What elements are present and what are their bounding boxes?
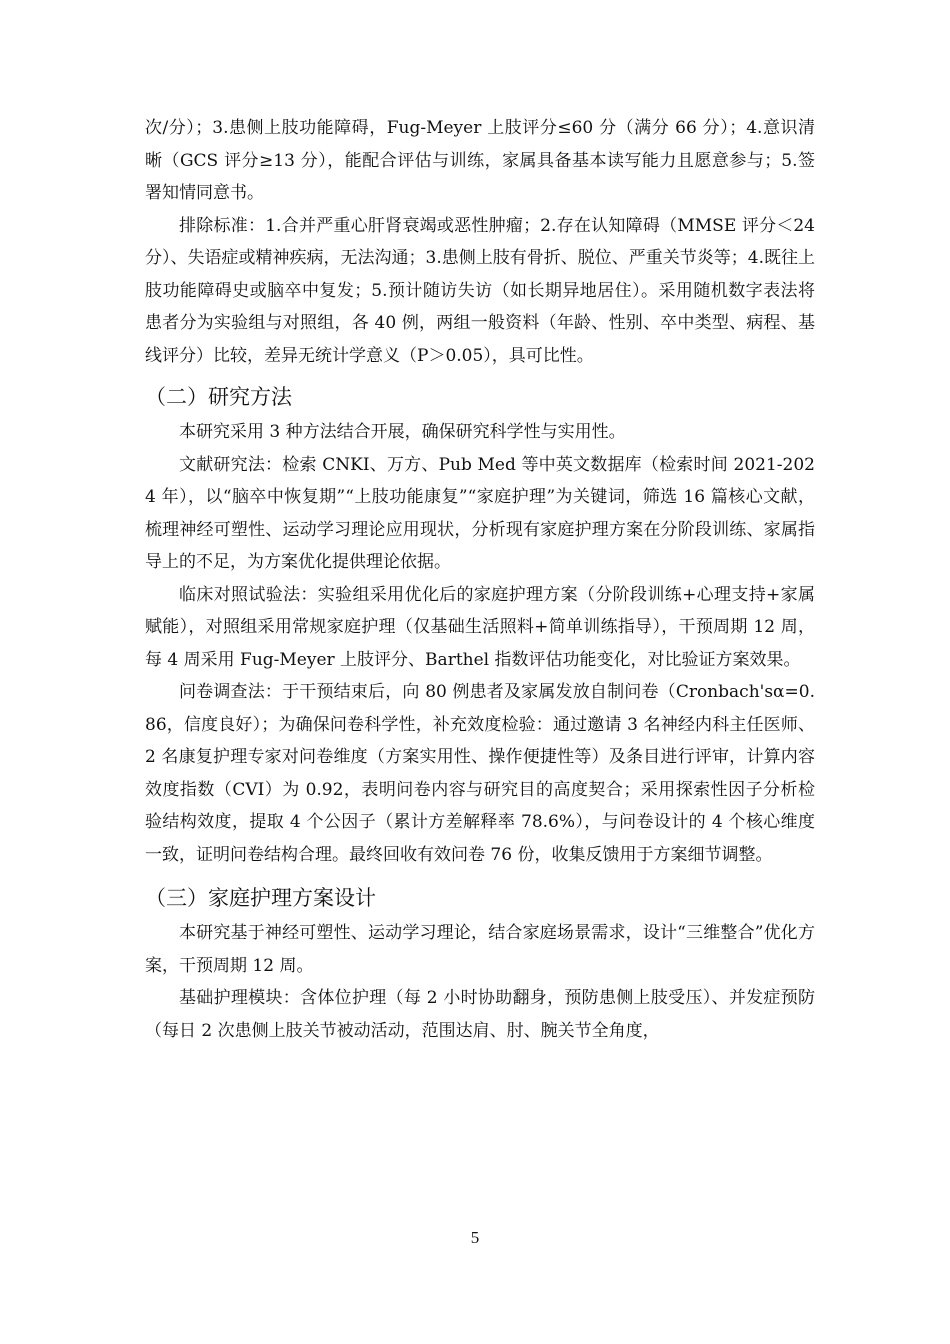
section-heading-research-methods: （二）研究方法: [145, 385, 292, 409]
paragraph-methods-intro: 本研究采用 3 种方法结合开展，确保研究科学性与实用性。: [179, 422, 626, 442]
paragraph-basic-care-module: 基础护理模块：含体位护理（每 2 小时协助翻身，预防患侧上肢受压）、并发症预防（每日 2 次患侧上肢关节被动活动，范围达肩、肘、腕关节全角度，: [145, 988, 815, 1041]
paragraph-inclusion-criteria: 次/分）；3.患侧上肢功能障碍，Fug-Meyer 上肢评分≤60 分（满分 66 分）；4.意识清晰（GCS 评分≥13 分），能配合评估与训练，家属具备基本读写能力且愿意参与；5.签署知情同意书。: [145, 118, 815, 203]
paragraph-exclusion-criteria: 排除标准：1.合并严重心肝肾衰竭或恶性肿瘤；2.存在认知障碍（MMSE 评分＜24 分）、失语症或精神疾病，无法沟通；3.患侧上肢有骨折、脱位、严重关节炎等；4.既往上肢功能障碍史或脑卒中复发；5.预计随访失访（如长期异地居住）。采用随机数字表法将患者分为实验组与对照组，各 40 例，两组一般资料（年龄、性别、卒中类型、病程、基线评分）比较，差异无统计学意义（P＞0.05），具可比性。: [145, 215, 815, 366]
paragraph-literature-research: 文献研究法：检索 CNKI、万方、Pub Med 等中英文数据库（检索时间 2021-2024 年），以“脑卒中恢复期”“上肢功能康复”“家庭护理”为关键词，筛选 16 篇核心文献，梳理神经可塑性、运动学习理论应用现状，分析现有家庭护理方案在分阶段训练、家属指导上的不足，为方案优化提供理论依据。: [145, 454, 815, 572]
paragraph-plan-intro: 本研究基于神经可塑性、运动学习理论，结合家庭场景需求，设计“三维整合”优化方案，干预周期 12 周。: [145, 923, 815, 976]
paragraph-clinical-trial: 临床对照试验法：实验组采用优化后的家庭护理方案（分阶段训练+心理支持+家属赋能），对照组采用常规家庭护理（仅基础生活照料+简单训练指导），干预周期 12 周，每 4 周采用 Fug-Meyer 上肢评分、Barthel 指数评估功能变化，对比验证方案效果。: [145, 584, 815, 670]
document-body: [145, 112, 815, 1047]
page-number: 5: [470, 1228, 480, 1247]
section-heading-care-plan-design: （三）家庭护理方案设计: [145, 886, 376, 910]
paragraph-questionnaire: 问卷调查法：于干预结束后，向 80 例患者及家属发放自制问卷（Cronbach'sα=0.86，信度良好）；为确保问卷科学性，补充效度检验：通过邀请 3 名神经内科主任医师、2 名康复护理专家对问卷维度（方案实用性、操作便捷性等）及条目进行评审，计算内容效度指数（CVI）为 0.92，表明问卷内容与研究目的高度契合；采用探索性因子分析检验结构效度，提取 4 个公因子（累计方差解释率 78.6%），与问卷设计的 4 个核心维度一致，证明问卷结构合理。最终回收有效问卷 76 份，收集反馈用于方案细节调整。: [145, 682, 815, 865]
